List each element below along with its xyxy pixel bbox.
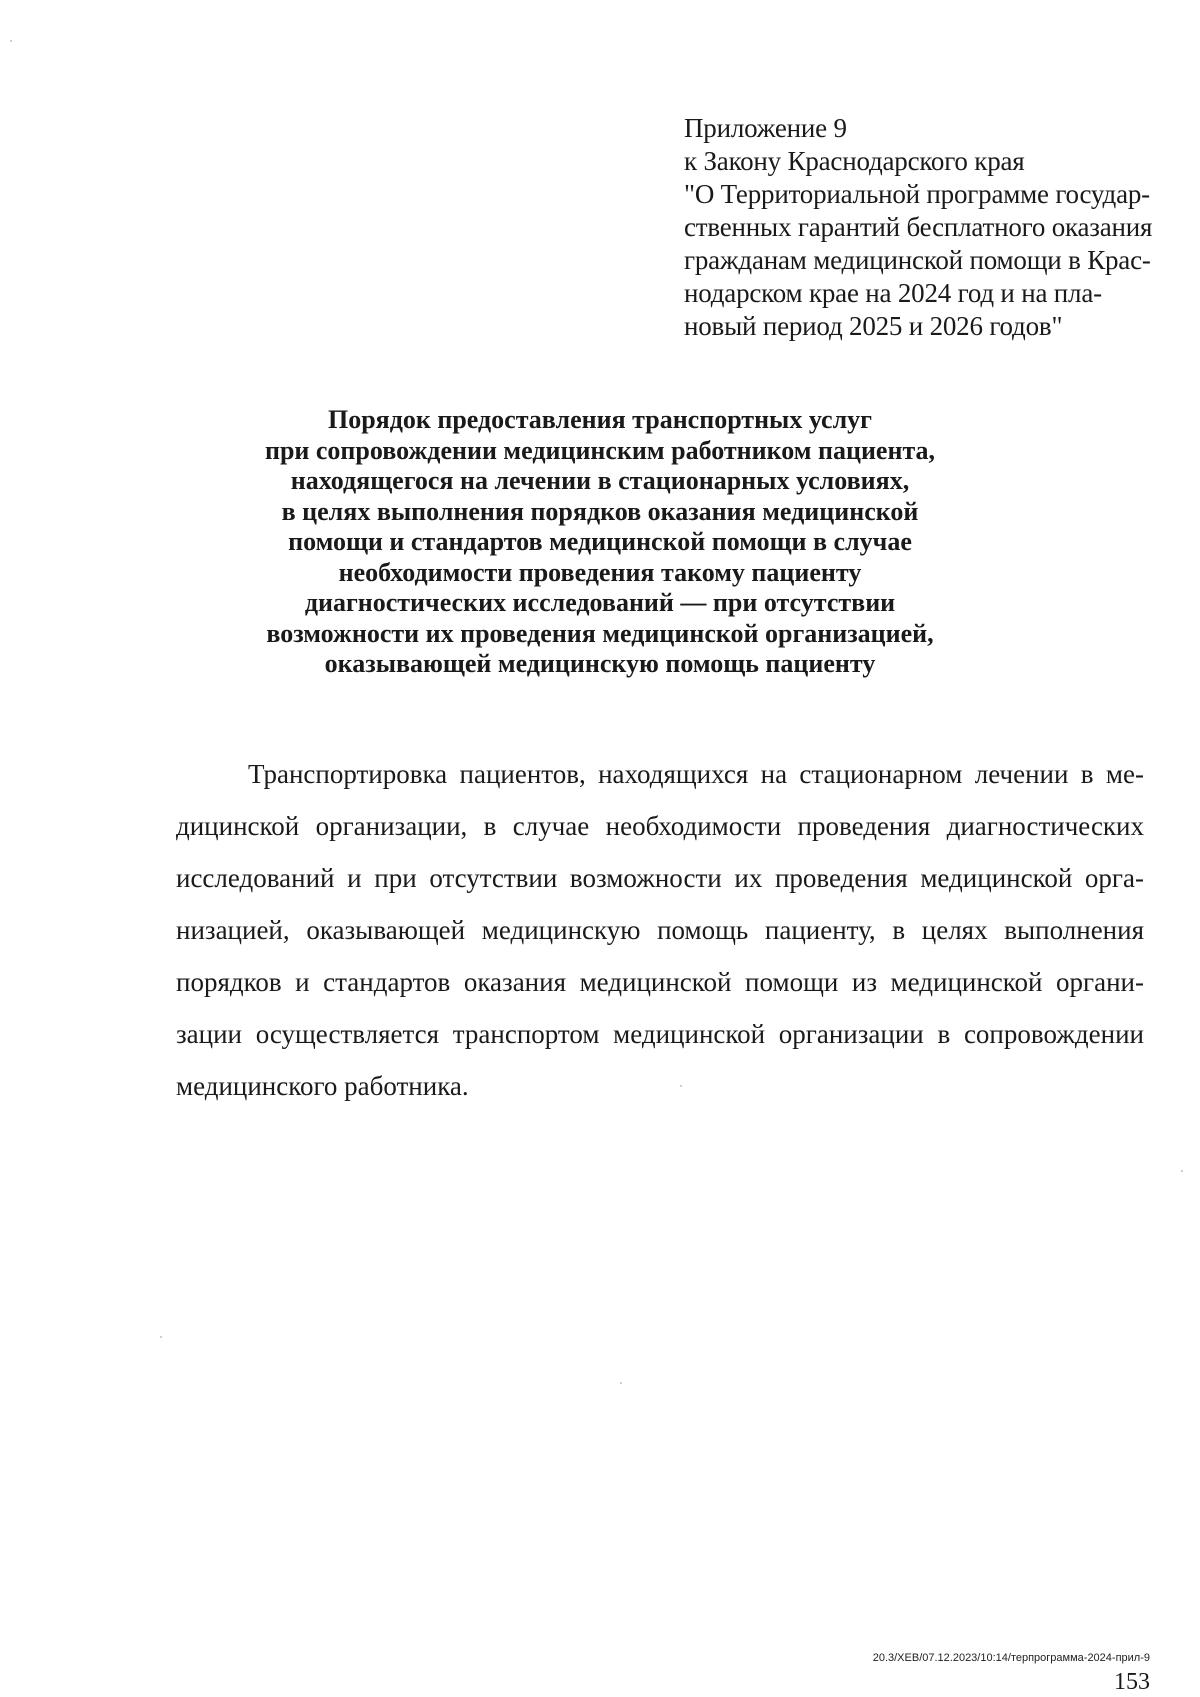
- annex-line: гражданам медицинской помощи в Крас-: [684, 245, 1151, 275]
- scan-speck: [10, 40, 12, 42]
- body-line: зации осуществляется транспортом медицинской организации в сопровождении: [176, 1019, 1144, 1049]
- page-number: 153: [1114, 1669, 1150, 1695]
- annex-line: к Закону Краснодарского края: [684, 146, 1025, 176]
- scan-speck: [1181, 1170, 1183, 1172]
- title-line: возможности их проведения медицинской организацией,: [266, 618, 934, 648]
- annex-line: "О Территориальной программе государ-: [684, 179, 1150, 209]
- body-line: медицинского работника.: [176, 1071, 469, 1101]
- scan-speck: [680, 1085, 682, 1087]
- annex-line: нодарском крае на 2024 год и на пла-: [684, 278, 1102, 308]
- body-line: низацией, оказывающей медицинскую помощь пациенту, в целях выполнения: [176, 915, 1144, 945]
- title-line: в целях выполнения порядков оказания медицинской: [281, 496, 919, 526]
- title-line: диагностических исследований — при отсутствии: [304, 588, 896, 617]
- body-line: Транспортировка пациентов, находящихся на стационарном лечении в ме-: [248, 759, 1144, 789]
- body-paragraph: [176, 748, 1144, 1112]
- title-line: необходимости проведения такому пациенту: [338, 557, 862, 587]
- title-line: при сопровождении медицинским работником пациента,: [264, 435, 936, 465]
- document-title: [160, 405, 1040, 680]
- body-line: дицинской организации, в случае необходимости проведения диагностических: [176, 811, 1144, 841]
- title-line: находящегося на лечении в стационарных условиях,: [290, 466, 910, 495]
- document-stamp: 20.3/ХЕВ/07.12.2023/10:14/терпрограмма-2024-прил-9: [872, 1652, 1150, 1664]
- annex-line: Приложение 9: [684, 113, 847, 143]
- body-line: исследований и при отсутствии возможности их проведения медицинской орга-: [176, 863, 1144, 893]
- title-line: оказывающей медицинскую помощь пациенту: [324, 649, 876, 678]
- scan-speck: [160, 1336, 162, 1338]
- body-line: порядков и стандартов оказания медицинской помощи из медицинской органи-: [176, 967, 1144, 997]
- title-line: помощи и стандартов медицинской помощи в случае: [288, 527, 912, 556]
- annex-line: новый период 2025 и 2026 годов": [684, 311, 1063, 341]
- scan-speck: [620, 1382, 622, 1384]
- title-line: Порядок предоставления транспортных услуг: [327, 405, 872, 434]
- annex-line: ственных гарантий бесплатного оказания: [684, 212, 1153, 242]
- annex-header: [684, 112, 1164, 343]
